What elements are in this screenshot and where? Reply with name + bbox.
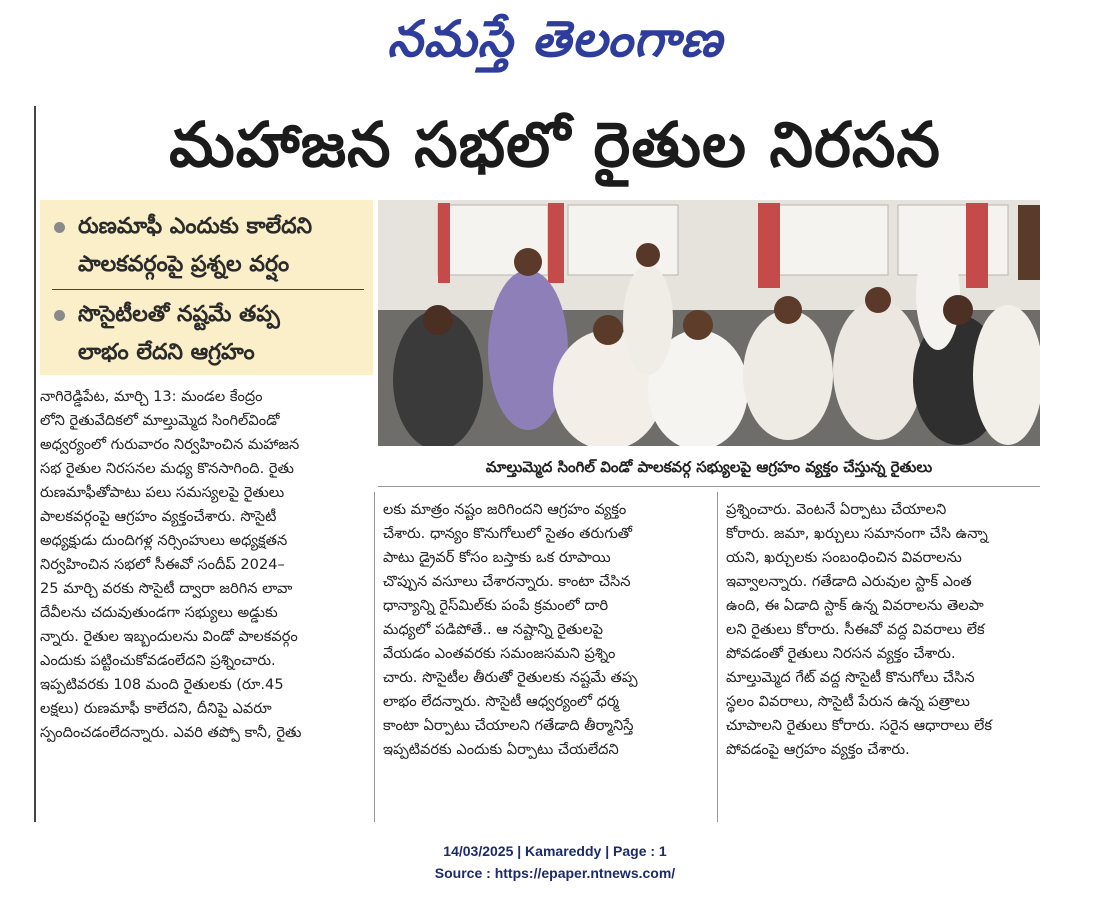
bullet-icon — [54, 222, 65, 233]
highlights-box — [40, 200, 373, 375]
photo-caption: మాల్తుమ్మెద సింగిల్ విండో పాలకవర్గ సభ్యులపై ఆగ్రహం వ్యక్తం చేస్తున్న రైతులు — [378, 450, 1040, 487]
text-line: న్నారు. రైతుల ఇబ్బందులను విండో పాలకవర్గం — [40, 628, 298, 645]
text-line: కాంటా ఏర్పాటు చేయాలని గతేడాది తీర్మానిస్తే — [383, 717, 634, 734]
text-line: మధ్యలో పడిపోతే.. ఆ నష్టాన్ని రైతులపై — [383, 621, 604, 638]
bullet-icon — [54, 310, 65, 321]
footer-edition-info: 14/03/2025 | Kamareddy | Page : 1 — [443, 843, 667, 859]
text-line: నాగిరెడ్డిపేట, మార్చి 13: మండల కేంద్రం — [40, 388, 263, 405]
text-line: లకు మాత్రం నష్టం జరిగిందని ఆగ్రహం వ్యక్తం — [383, 501, 627, 518]
left-rule — [34, 106, 36, 822]
highlight-line: పాలకవర్గంపై ప్రశ్నల వర్షం — [78, 252, 290, 277]
text-line: పోవడంతో రైతులు నిరసన వ్యక్తం చేశారు. — [726, 645, 956, 662]
article-column-3 — [726, 498, 1044, 762]
highlight-line: సొసైటీలతో నష్టమే తప్ప — [78, 302, 280, 327]
text-line: చొప్పున వసూలు చేశారన్నారు. కాంటా చేసిన — [383, 573, 631, 590]
text-line: మాల్తుమ్మెద గేట్ వద్ద సొసైటీ కొనుగోలు చేసిన — [726, 669, 975, 686]
column-divider — [374, 492, 375, 822]
text-line: ఇప్పటివరకు 108 మంది రైతులకు (రూ.45 — [40, 676, 284, 693]
page-footer — [0, 840, 1110, 884]
text-line: లోని రైతువేదికలో మాల్తుమ్మెద సింగిల్‌విండో — [40, 412, 280, 429]
text-line: స్థలం వివరాలు, సొసైటీ పేరున ఉన్న పత్రాలు — [726, 693, 970, 710]
text-line: ప్రశ్నించారు. వెంటనే ఏర్పాటు చేయాలని — [726, 501, 947, 518]
text-line: పోవడంపై ఆగ్రహం వ్యక్తం చేశారు. — [726, 741, 910, 758]
newspaper-logo: నమస్తే తెలంగాణ — [387, 9, 723, 68]
highlight-line: రుణమాఫీ ఎందుకు కాలేదని — [78, 214, 313, 239]
text-line: అధ్వర్యంలో గురువారం నిర్వహించిన మహాజన — [40, 436, 300, 453]
text-line: యని, ఖర్చులకు సంబంధించిన వివరాలను — [726, 549, 962, 566]
footer-source-link[interactable]: Source : https://epaper.ntnews.com/ — [434, 865, 676, 881]
column-divider — [717, 492, 718, 822]
masthead — [0, 4, 1110, 74]
text-line: రుణమాఫీతోపాటు పలు సమస్యలపై రైతులు — [40, 484, 285, 501]
text-line: చారు. సొసైటీల తీరుతో రైతులకు నష్టమే తప్ప — [383, 669, 638, 686]
news-photo — [378, 200, 1040, 446]
text-line: ఇవ్వాలన్నారు. గతేడాది ఎరువుల స్టాక్ ఎంత — [726, 573, 972, 590]
text-line: ధాన్యాన్ని రైస్‌మిల్‌కు పంపే క్రమంలో దారి — [383, 597, 609, 614]
headline: మహాజన సభలో రైతుల నిరసన — [169, 108, 941, 181]
text-line: పాటు డ్రైవర్ కోసం బస్తాకు ఒక రూపాయి — [383, 549, 611, 566]
text-line: లక్షలు) రుణమాఫీ కాలేదని, దీనిపై ఎవరూ — [40, 700, 272, 717]
text-line: ఇప్పటివరకు ఎందుకు ఏర్పాటు చేయలేదని — [383, 741, 619, 758]
text-line: సభ రైతుల నిరసనల మధ్య కొనసాగింది. రైతు — [40, 460, 294, 477]
text-line: స్పందించడంలేదన్నారు. ఎవరి తప్పో కానీ, రైతు — [40, 724, 302, 741]
text-line: ఉంది, ఈ ఏడాది స్టాక్ ఉన్న వివరాలను తెలపా — [726, 597, 984, 614]
text-line: చూపాలని రైతులు కోరారు. సరైన ఆధారాలు లేక — [726, 717, 992, 734]
text-line: అధ్యక్షుడు దుందిగళ్ల నర్సింహులు అధ్యక్షతన — [40, 532, 288, 549]
text-line: వేయడం ఎంతవరకు సమంజసమని ప్రశ్నిం — [383, 645, 616, 662]
text-line: లాభం లేదన్నారు. సొసైటీ ఆధ్వర్యంలో ధర్మ — [383, 693, 619, 710]
article-column-2 — [383, 498, 708, 762]
text-line: నిర్వహించిన సభలో సీఈవో సందీప్ 2024– — [40, 556, 285, 573]
text-line: లని రైతులు కోరారు. సీఈవో వద్ద వివరాలు లేక — [726, 621, 985, 638]
article-column-1 — [40, 385, 365, 745]
text-line: 25 మార్చి వరకు సొసైటీ ద్వారా జరిగిన లావా — [40, 580, 293, 597]
text-line: ఎందుకు పట్టించుకోవడంలేదని ప్రశ్నించారు. — [40, 652, 276, 669]
highlight-divider — [52, 289, 364, 290]
text-line: చేశారు. ధాన్యం కొనుగోలులో సైతం తరుగుతో — [383, 525, 633, 542]
text-line: పాలకవర్గంపై ఆగ్రహం వ్యక్తంచేశారు. సొసైటీ — [40, 508, 277, 525]
text-line: దేవీలను చదువుతుండగా సభ్యులు అడ్డుకు — [40, 604, 278, 621]
text-line: కోరారు. జమా, ఖర్చులు సమానంగా చేసి ఉన్నా — [726, 525, 988, 542]
highlight-line: లాభం లేదని ఆగ్రహం — [78, 340, 255, 365]
